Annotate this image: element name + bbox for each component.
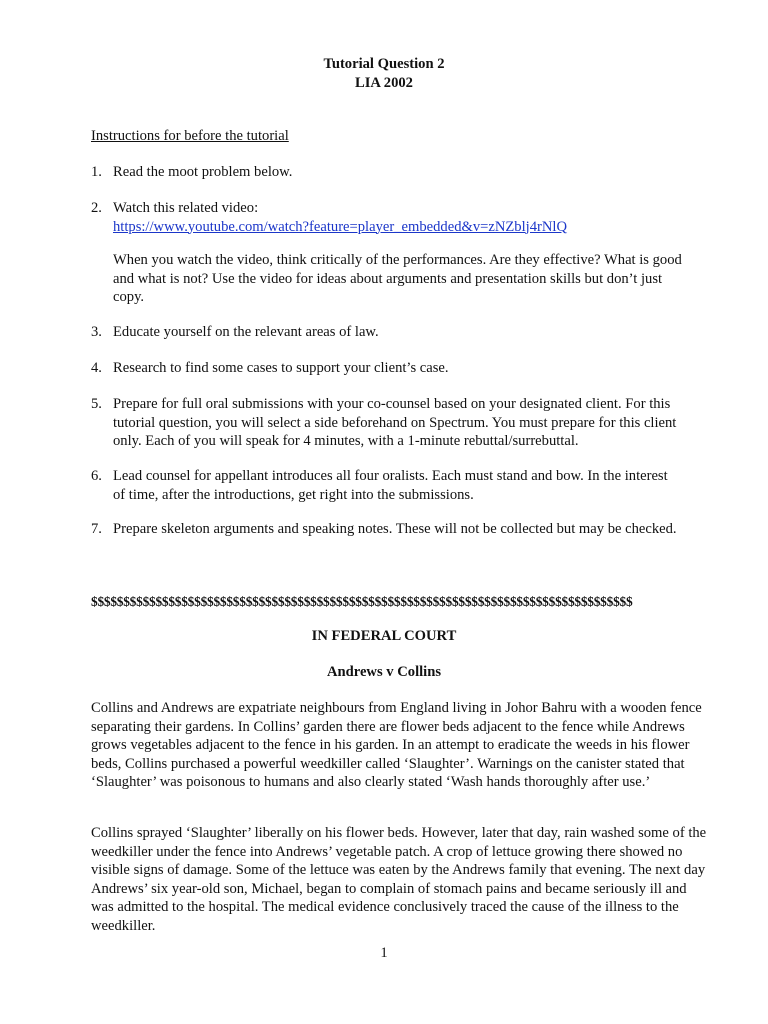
item-text: Prepare for full oral submissions with your co-counsel based on your designated client. For this tutorial question, you will select a side beforehand on Spectrum. You must prepare for this client only. Each of you will speak for 4 minutes, with a 1-minute rebuttal/surrebuttal. — [113, 396, 677, 449]
instruction-item-2 — [91, 199, 681, 236]
item-text: Lead counsel for appellant introduces all four oralists. Each must stand and bow. In the interest of time, after the introductions, get right into the submissions. — [113, 468, 668, 503]
item-number: 3. — [91, 324, 102, 340]
item-number: 5. — [91, 396, 102, 412]
item-text: Read the moot problem below. — [113, 164, 293, 180]
instructions-heading: Instructions for before the tutorial — [91, 128, 289, 144]
item-number: 4. — [91, 360, 102, 376]
instruction-item-4 — [91, 359, 681, 378]
case-paragraph-1: Collins and Andrews are expatriate neighbours from England living in Johor Bahru with a wooden fence separating their gardens. In Collins’ garden there are flower beds adjacent to the fence while Andrews grows vegetables adjacent to the fence in his garden. In an attempt to eradicate the weeds in his flower beds, Collins purchased a powerful weedkiller called ‘Slaughter’. Warnings on the canister stated that ‘Slaughter’ was poisonous to humans and also clearly stated ‘Wash hands thoroughly after use.’ — [91, 700, 702, 790]
section-divider: $$$$$$$$$$$$$$$$$$$$$$$$$$$$$$$$$$$$$$$$$$$$$$$$$$$$$$$$$$$$$$$$$$$$$$$$$$$$$$$$$$$$ — [91, 594, 633, 609]
item-text: Research to find some cases to support your client’s case. — [113, 360, 449, 376]
instruction-item-5 — [91, 395, 681, 451]
item-text: Educate yourself on the relevant areas of law. — [113, 324, 379, 340]
case-name: Andrews v Collins — [326, 664, 442, 680]
course-code: LIA 2002 — [355, 75, 413, 91]
page-number: 1 — [380, 945, 388, 961]
case-paragraph-2: Collins sprayed ‘Slaughter’ liberally on his flower beds. However, later that day, rain washed some of the weedkiller under the fence into Andrews’ vegetable patch. A crop of lettuce growing there showed no visible signs of damage. Some of the lettuce was eaten by the Andrews family that evening. The next day Andrews’ six year-old son, Michael, began to complain of stomach pains and became seriously ill and was admitted to the hospital. The medical evidence conclusively traced the cause of the illness to the weedkiller. — [91, 825, 707, 934]
item-text: Prepare skeleton arguments and speaking notes. These will not be collected but may be checked. — [113, 521, 677, 537]
document-title: Tutorial Question 2 — [323, 56, 445, 72]
item-number: 7. — [91, 521, 102, 537]
item-text: Watch this related video: — [113, 200, 259, 216]
video-link[interactable]: https://www.youtube.com/watch?feature=player_embedded&v=zNZblj4rNlQ — [113, 218, 568, 235]
instruction-item-3 — [91, 323, 681, 342]
item-number: 2. — [91, 200, 102, 216]
item-number: 6. — [91, 468, 102, 484]
instruction-item-1 — [91, 163, 681, 182]
instruction-item-7 — [91, 520, 681, 539]
item-number: 1. — [91, 164, 102, 180]
instruction-item-6 — [91, 467, 681, 504]
video-note: When you watch the video, think critically of the performances. Are they effective? What is good and what is not? Use the video for ideas about arguments and presentation skills but don’t just copy. — [113, 252, 682, 305]
court-heading: IN FEDERAL COURT — [311, 628, 457, 644]
